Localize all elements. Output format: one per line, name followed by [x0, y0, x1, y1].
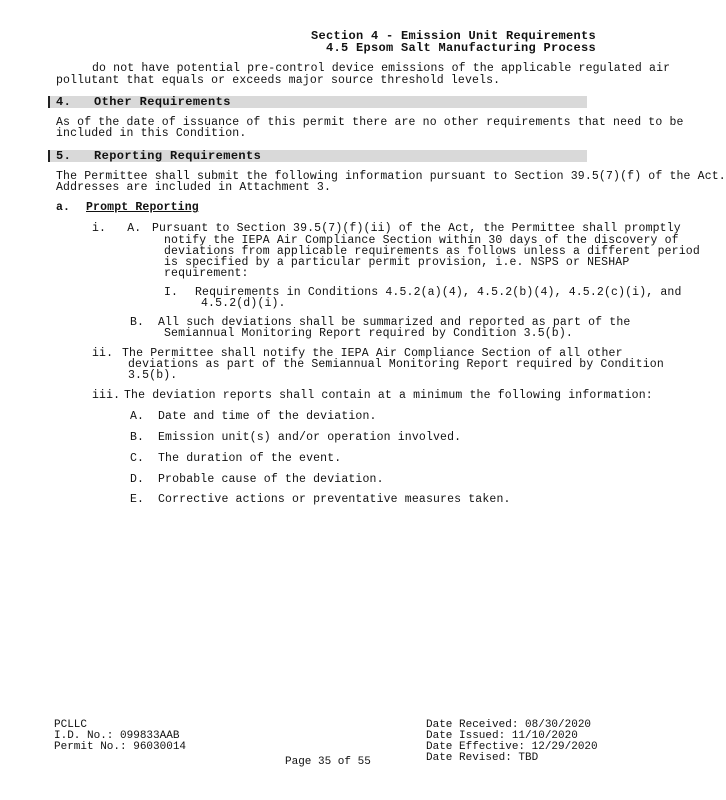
item-ii-line-2: deviations as part of the Semiannual Monitoring Report required by Condition — [128, 358, 664, 371]
section-4-heading: 4. Other Requirements — [56, 95, 231, 109]
footer-permit-number: Permit No.: 96030014 — [54, 741, 187, 753]
subsection-a-title: Prompt Reporting — [86, 201, 199, 214]
footer-id-number: I.D. No.: 099833AAB — [54, 730, 180, 742]
intro-line-2: pollutant that equals or exceeds major source threshold levels. — [56, 74, 501, 87]
section-4-line-1: As of the date of issuance of this permit there are no other requirements that need to be — [56, 116, 684, 129]
item-i-line-4: is specified by a particular permit provision, i.e. NSPS or NESHAP — [164, 256, 630, 269]
footer-date-received: Date Received: 08/30/2020 — [426, 719, 592, 731]
item-i-line-1: Pursuant to Section 39.5(7)(f)(ii) of the Act, the Permittee shall promptly — [152, 222, 681, 235]
section-5-heading: 5. Reporting Requirements — [56, 149, 262, 163]
deviation-item-text: Emission unit(s) and/or operation involved. — [158, 431, 462, 444]
item-i-sub-I-label: I. — [164, 286, 179, 299]
page-header — [311, 30, 596, 54]
item-i-B-label: B. — [130, 316, 145, 329]
item-i-sub-I-line-1: Requirements in Conditions 4.5.2(a)(4), 4.5.2(b)(4), 4.5.2(c)(i), and — [195, 286, 682, 299]
item-ii-line-3: 3.5(b). — [128, 369, 178, 382]
deviation-item-label: A. — [130, 410, 145, 423]
item-iii-line-1: The deviation reports shall contain at a minimum the following information: — [124, 389, 653, 402]
item-i-B-line-2: Semiannual Monitoring Report required by Condition 3.5(b). — [164, 327, 573, 340]
item-i-B-line-1: All such deviations shall be summarized and reported as part of the — [158, 316, 631, 329]
intro-line-1: do not have potential pre-control device emissions of the applicable regulated air — [92, 62, 671, 75]
deviation-item-label: C. — [130, 452, 145, 465]
deviation-item-text: Date and time of the deviation. — [158, 410, 377, 423]
item-ii-label: ii. — [92, 347, 114, 360]
deviation-item-text: Corrective actions or preventative measures taken. — [158, 493, 511, 506]
deviation-item-text: Probable cause of the deviation. — [158, 473, 384, 486]
item-i-line-3: deviations from applicable requirements as follows unless a different period — [164, 245, 700, 258]
section-4-line-2: included in this Condition. — [56, 127, 247, 140]
subsection-a-label: a. — [56, 201, 71, 214]
deviation-item-label: E. — [130, 493, 145, 506]
footer-date-effective: Date Effective: 12/29/2020 — [426, 741, 598, 753]
item-iii-label: iii. — [92, 389, 121, 402]
section-5-line-1: The Permittee shall submit the following information pursuant to Section 39.5(7)(f) of the Act. — [56, 170, 726, 183]
footer-date-issued: Date Issued: 11/10/2020 — [426, 730, 578, 742]
item-ii-line-1: The Permittee shall notify the IEPA Air Compliance Section of all other — [122, 347, 623, 360]
item-i-line-5: requirement: — [164, 267, 249, 280]
section-4-heading-bar — [48, 96, 587, 108]
header-section-title: Section 4 - Emission Unit Requirements — [310, 29, 596, 43]
footer-date-revised: Date Revised: TBD — [426, 752, 539, 764]
item-i-label: i. A. — [92, 222, 142, 235]
section-5-heading-bar — [48, 150, 587, 162]
item-i-sub-I-line-2: 4.5.2(d)(i). — [201, 297, 286, 310]
page-number: Page 35 of 55 — [285, 756, 371, 768]
footer-company: PCLLC — [54, 719, 88, 731]
deviation-item-label: D. — [130, 473, 145, 486]
section-5-line-2: Addresses are included in Attachment 3. — [56, 181, 331, 194]
header-unit-title: 4.5 Epsom Salt Manufacturing Process — [325, 41, 596, 55]
item-i-line-2: notify the IEPA Air Compliance Section within 30 days of the discovery of — [164, 234, 679, 247]
deviation-item-label: B. — [130, 431, 145, 444]
deviation-item-text: The duration of the event. — [158, 452, 342, 465]
